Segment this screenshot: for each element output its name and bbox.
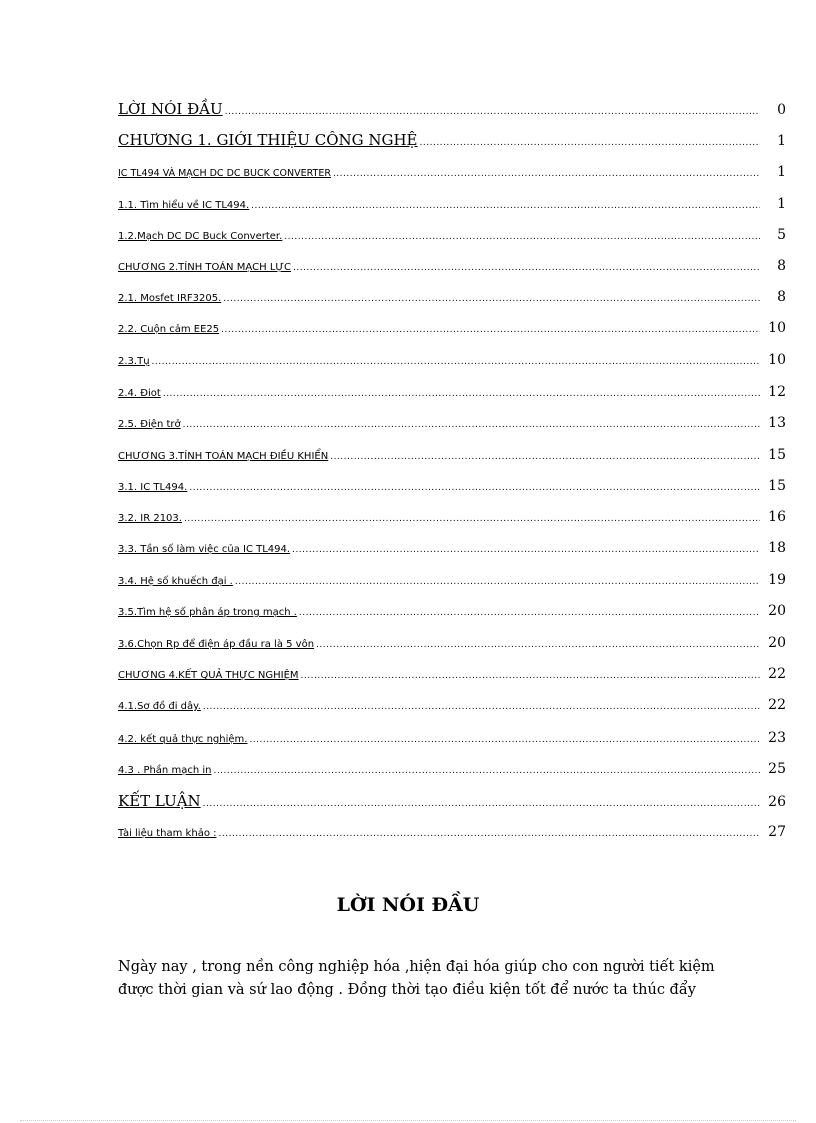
- toc-entry-title: 3.4. Hệ số khuếch đại .: [118, 576, 233, 587]
- toc-leader-dots: [292, 545, 760, 555]
- toc-entry-page: 22: [768, 666, 786, 682]
- toc-leader-dots: [213, 766, 760, 776]
- toc-entry-title: 3.6.Chọn Rp để điện áp đầu ra là 5 vôn: [118, 639, 315, 650]
- toc-leader-dots: [163, 389, 760, 399]
- toc-entry[interactable]: [118, 478, 786, 494]
- toc-entry[interactable]: [118, 320, 786, 336]
- toc-entry-title: 3.3. Tần số làm việc của IC TL494.: [118, 544, 291, 555]
- toc-entry-page: 25: [768, 761, 786, 777]
- toc-entry-page: 0: [777, 102, 786, 118]
- toc-entry[interactable]: [118, 384, 786, 400]
- toc-leader-dots: [225, 107, 760, 117]
- toc-entry-title: 1.2.Mạch DC DC Buck Converter.: [118, 231, 283, 242]
- intro-paragraph: [118, 956, 738, 1002]
- toc-entry-page: 20: [768, 603, 786, 619]
- toc-leader-dots: [284, 232, 760, 242]
- toc-entry[interactable]: [118, 792, 786, 810]
- toc-leader-dots: [152, 357, 760, 367]
- toc-leader-dots: [221, 325, 760, 335]
- toc-entry-page: 1: [777, 196, 786, 212]
- toc-entry-title: CHƯƠNG 3.TÍNH TOÁN MẠCH ĐIỀU KHIỂN: [118, 451, 329, 462]
- toc-entry-title: 3.2. IR 2103.: [118, 513, 182, 524]
- intro-line: Ngày nay , trong nền công nghiệp hóa ,hiện đại hóa giúp cho con người tiết kiệm: [118, 959, 715, 975]
- toc-entry-title: LỜI NÓI ĐẦU: [118, 100, 223, 118]
- toc-leader-dots: [330, 452, 760, 462]
- toc-entry-title: 3.1. IC TL494.: [118, 482, 188, 493]
- toc-entry-page: 26: [768, 794, 786, 810]
- toc-leader-dots: [316, 640, 760, 650]
- toc-entry-title: CHƯƠNG 2.TÍNH TOÁN MẠCH LỰC: [118, 262, 291, 273]
- toc-leader-dots: [301, 671, 760, 681]
- toc-entry[interactable]: [118, 572, 786, 588]
- toc-entry-page: 27: [768, 824, 786, 840]
- toc-entry-page: 12: [768, 384, 786, 400]
- toc-entry[interactable]: [118, 447, 786, 463]
- toc-leader-dots: [299, 608, 760, 618]
- toc-entry[interactable]: [118, 603, 786, 619]
- toc-entry-page: 10: [768, 320, 786, 336]
- toc-leader-dots: [218, 829, 760, 839]
- toc-entry-page: 15: [768, 478, 786, 494]
- toc-entry-title: 4.3 . Phần mạch in: [118, 765, 212, 776]
- toc-entry-title: 1.1. Tìm hiểu về IC TL494.: [118, 200, 250, 211]
- toc-leader-dots: [420, 138, 760, 148]
- toc-entry-page: 15: [768, 447, 786, 463]
- toc-entry[interactable]: [118, 730, 786, 746]
- toc-entry-title: 2.3.Tụ: [118, 356, 150, 367]
- toc-entry-page: 8: [777, 258, 786, 274]
- toc-leader-dots: [203, 799, 760, 809]
- toc-entry[interactable]: [118, 415, 786, 431]
- toc-entry-title: Tài liệu tham khảo :: [118, 828, 217, 839]
- toc-entry[interactable]: [118, 666, 786, 682]
- toc-entry[interactable]: [118, 540, 786, 556]
- toc-entry-title: CHƯƠNG 1. GIỚI THIỆU CÔNG NGHỆ: [118, 131, 418, 149]
- toc-leader-dots: [189, 483, 760, 493]
- toc-entry-page: 22: [768, 697, 786, 713]
- toc-entry-title: 2.4. Điot: [118, 388, 161, 399]
- toc-leader-dots: [249, 735, 760, 745]
- intro-line: được thời gian và sứ lao động . Đồng thời tạo điều kiện tốt để nước ta thúc đẩy: [118, 982, 696, 998]
- toc-entry-page: 10: [768, 352, 786, 368]
- toc-entry-page: 1: [777, 164, 786, 180]
- toc-entry-title: 2.1. Mosfet IRF3205.: [118, 293, 222, 304]
- toc-entry-page: 23: [768, 730, 786, 746]
- toc-entry-title: 2.5. Điện trở: [118, 419, 181, 430]
- section-heading: LỜI NÓI ĐẦU: [336, 894, 480, 916]
- toc-entry[interactable]: [118, 227, 786, 243]
- page-separator: [20, 1120, 796, 1121]
- toc-entry[interactable]: [118, 509, 786, 525]
- toc-entry-title: 3.5.Tìm hệ số phân áp trong mạch .: [118, 607, 297, 618]
- toc-entry[interactable]: [118, 824, 786, 840]
- toc-entry-title: IC TL494 VÀ MẠCH DC DC BUCK CONVERTER: [118, 168, 331, 179]
- toc-leader-dots: [223, 294, 760, 304]
- toc-leader-dots: [251, 201, 760, 211]
- toc-entry-page: 16: [768, 509, 786, 525]
- toc-entry-title: CHƯƠNG 4.KẾT QUẢ THỰC NGHIỆM: [118, 670, 299, 681]
- toc-entry-title: 4.2. kết quả thực nghiệm.: [118, 734, 248, 745]
- toc-entry[interactable]: [118, 635, 786, 651]
- toc-leader-dots: [293, 263, 760, 273]
- toc-entry-title: 4.1.Sơ đồ đi dây.: [118, 701, 201, 712]
- toc-leader-dots: [235, 577, 760, 587]
- toc-entry[interactable]: [118, 289, 786, 305]
- toc-entry[interactable]: [118, 196, 786, 212]
- toc-entry[interactable]: [118, 258, 786, 274]
- toc-leader-dots: [183, 420, 760, 430]
- toc-leader-dots: [333, 169, 760, 179]
- toc-entry[interactable]: [118, 697, 786, 713]
- toc-entry[interactable]: [118, 164, 786, 180]
- toc-entry-page: 5: [777, 227, 786, 243]
- toc-entry-page: 19: [768, 572, 786, 588]
- toc-entry[interactable]: [118, 131, 786, 149]
- toc-leader-dots: [203, 702, 760, 712]
- toc-entry-page: 13: [768, 415, 786, 431]
- toc-leader-dots: [184, 514, 760, 524]
- toc-entry[interactable]: [118, 761, 786, 777]
- toc-entry-page: 8: [777, 289, 786, 305]
- toc-entry-page: 1: [777, 133, 786, 149]
- toc-entry-page: 18: [768, 540, 786, 556]
- toc-entry-title: 2.2. Cuộn cảm EE25: [118, 324, 220, 335]
- toc-entry[interactable]: [118, 352, 786, 368]
- toc-entry-title: KẾT LUẬN: [118, 792, 201, 810]
- toc-entry[interactable]: [118, 100, 786, 118]
- toc-entry-page: 20: [768, 635, 786, 651]
